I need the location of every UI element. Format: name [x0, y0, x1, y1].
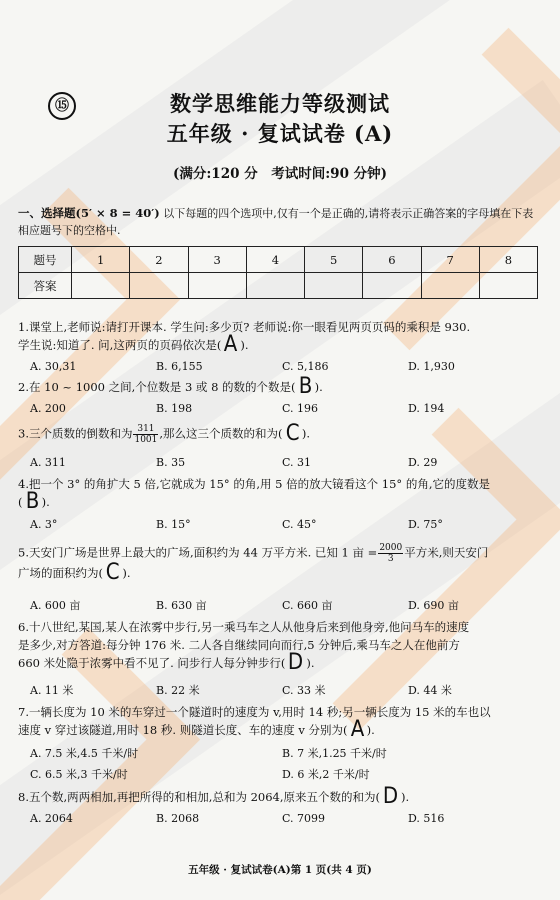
- option[interactable]: D. 690 亩: [408, 599, 459, 612]
- option[interactable]: D. 1,930: [408, 360, 455, 373]
- answer-cell[interactable]: [363, 273, 421, 299]
- question-number: 1.: [18, 320, 29, 334]
- question-text: 平方米,则天安门: [404, 545, 489, 560]
- answer-cell[interactable]: [305, 273, 363, 299]
- question-text: 学生说:知道了. 问,这两页的页码依次是(: [18, 338, 222, 352]
- question-text: 660 米处隐于浓雾中看不见了. 问步行人每分钟步行(: [18, 656, 286, 670]
- page-title: 数学思维能力等级测试: [170, 91, 390, 116]
- paper-number-badge: ⑮: [48, 92, 76, 120]
- option[interactable]: B. 7 米,1.25 千米/时: [282, 747, 387, 760]
- question-text: 十八世纪,某国,某人在浓雾中步行,另一乘马车之人从他身后来到他身旁,他问马车的速度: [28, 620, 470, 634]
- options-q5: [30, 597, 530, 613]
- question-3: [18, 420, 546, 446]
- answer-cell[interactable]: [421, 273, 479, 299]
- handwritten-answer: D: [382, 784, 399, 809]
- question-text: ).: [306, 656, 315, 670]
- option[interactable]: A. 311: [30, 456, 66, 469]
- question-text: 一辆长度为 10 米的车穿过一个隧道时的速度为 v,用时 14 秒;另一辆长度为 15 米的车也以: [28, 705, 491, 719]
- question-text: 三个质数的倒数和为: [28, 426, 133, 441]
- question-text: ).: [314, 380, 323, 394]
- answer-cell[interactable]: [188, 273, 246, 299]
- question-1: [18, 318, 546, 357]
- answer-table-header-row: [19, 247, 538, 273]
- handwritten-answer: B: [25, 489, 39, 514]
- table-row-label: 题号: [19, 247, 72, 273]
- page-subtitle: 五年级 · 复试试卷 (A): [166, 121, 394, 146]
- option[interactable]: D. 29: [408, 456, 438, 469]
- question-text: (: [18, 495, 23, 509]
- table-cell-number: 2: [130, 247, 188, 273]
- question-text: 天安门广场是世界上最大的广场,面积约为 44 万平方米. 已知 1 亩 =: [28, 545, 378, 560]
- question-number: 6.: [18, 620, 29, 634]
- fraction-denominator: 3: [387, 554, 394, 564]
- question-number: 8.: [18, 790, 29, 804]
- question-text: ).: [366, 723, 375, 737]
- question-6: [18, 618, 546, 675]
- option[interactable]: A. 7.5 米,4.5 千米/时: [30, 747, 139, 760]
- option[interactable]: D. 75°: [408, 518, 443, 531]
- question-text: ).: [122, 566, 131, 580]
- option[interactable]: C. 33 米: [282, 684, 326, 697]
- answer-table-answer-row: [19, 273, 538, 299]
- option[interactable]: D. 6 米,2 千米/时: [282, 768, 370, 781]
- table-cell-number: 5: [305, 247, 363, 273]
- section-title: 一、选择题(5′ × 8 = 40′): [18, 206, 160, 220]
- answer-cell[interactable]: [72, 273, 130, 299]
- answer-table: [18, 246, 538, 299]
- option[interactable]: C. 196: [282, 402, 319, 415]
- option[interactable]: C. 45°: [282, 518, 317, 531]
- option[interactable]: B. 22 米: [156, 684, 200, 697]
- question-text: ,那么这三个质数的和为(: [159, 426, 283, 441]
- option[interactable]: B. 198: [156, 402, 193, 415]
- question-number: 2.: [18, 380, 29, 394]
- question-text: ).: [301, 426, 311, 441]
- section-instructions: 以下每题的四个选项中,仅有一个是正确的,请将表示正确答案的字母填在下表相应题号下的空格中.: [18, 207, 534, 237]
- question-text: 速度 v 穿过该隧道,用时 18 秒. 则隧道长度、车的速度 v 分别为(: [18, 723, 348, 737]
- option[interactable]: C. 6.5 米,3 千米/时: [30, 768, 128, 781]
- section-heading: [18, 205, 538, 239]
- fraction: [378, 543, 403, 564]
- table-cell-number: 6: [363, 247, 421, 273]
- option[interactable]: A. 200: [30, 402, 66, 415]
- question-text: ).: [41, 495, 50, 509]
- options-q4: [30, 518, 530, 534]
- option[interactable]: C. 660 亩: [282, 599, 333, 612]
- handwritten-answer: D: [288, 650, 304, 675]
- option[interactable]: A. 30,31: [30, 360, 77, 373]
- table-row-label: 答案: [19, 273, 72, 299]
- table-cell-number: 3: [188, 247, 246, 273]
- question-text: 在 10 ~ 1000 之间,个位数是 3 或 8 的数的个数是(: [28, 380, 296, 394]
- options-q7-row2: [30, 766, 530, 782]
- handwritten-answer: C: [105, 560, 120, 585]
- question-text: ).: [400, 790, 410, 804]
- fraction: [133, 424, 158, 445]
- table-cell-number: 4: [246, 247, 304, 273]
- option[interactable]: C. 31: [282, 456, 312, 469]
- option[interactable]: C. 7099: [282, 812, 326, 825]
- fraction-numerator: 2000: [379, 543, 403, 553]
- page-footer: 五年级 · 复试试卷(A)第 1 页(共 4 页): [188, 864, 372, 876]
- table-cell-number: 7: [421, 247, 479, 273]
- handwritten-answer: C: [285, 420, 300, 446]
- question-text: 广场的面积约为(: [18, 566, 103, 580]
- option[interactable]: B. 15°: [156, 518, 191, 531]
- options-q8: [30, 812, 530, 828]
- option[interactable]: A. 3°: [30, 518, 58, 531]
- option[interactable]: D. 194: [408, 402, 445, 415]
- option[interactable]: A. 600 亩: [30, 599, 81, 612]
- handwritten-answer: B: [298, 374, 312, 399]
- question-text: 把一个 3° 的角扩大 5 倍,它就成为 15° 的角,用 5 倍的放大镜看这个 15° 的角,它的度数是: [28, 477, 490, 491]
- question-text: 是多少,对方答道:每分钟 176 米. 二人各自继续同向而行,5 分钟后,乘马车之人在他前方: [18, 638, 460, 652]
- question-7: [18, 703, 546, 742]
- fraction-numerator: 311: [133, 424, 158, 435]
- option[interactable]: C. 5,186: [282, 360, 329, 373]
- question-text: 课堂上,老师说:请打开课本. 学生问:多少页? 老师说:你一眼看见两页页码的乘积是 930.: [28, 320, 471, 334]
- option[interactable]: A. 2064: [30, 812, 73, 825]
- answer-cell[interactable]: [246, 273, 304, 299]
- handwritten-answer: A: [350, 717, 364, 742]
- question-5: [18, 543, 546, 585]
- question-number: 4.: [18, 477, 29, 491]
- question-text: ).: [240, 338, 249, 352]
- question-2: [18, 374, 546, 399]
- fraction-denominator: 1001: [134, 435, 158, 445]
- option[interactable]: D. 516: [408, 812, 445, 825]
- option[interactable]: B. 35: [156, 456, 186, 469]
- answer-cell[interactable]: [130, 273, 188, 299]
- question-text: 五个数,两两相加,再把所得的和相加,总和为 2064,原来五个数的和为(: [28, 790, 381, 804]
- option[interactable]: A. 11 米: [30, 684, 74, 697]
- question-8: [18, 784, 546, 809]
- handwritten-answer: A: [224, 332, 238, 357]
- question-number: 7.: [18, 705, 29, 719]
- options-q6: [30, 682, 530, 698]
- exam-meta: (满分:120 分 考试时间:90 分钟): [172, 166, 388, 182]
- option[interactable]: D. 44 米: [408, 684, 452, 697]
- question-number: 5.: [18, 545, 29, 560]
- option[interactable]: B. 2068: [156, 812, 200, 825]
- options-q7-row1: [30, 745, 530, 761]
- table-cell-number: 1: [72, 247, 130, 273]
- options-q3: [30, 456, 530, 472]
- question-4: [18, 475, 546, 514]
- option[interactable]: B. 630 亩: [156, 599, 207, 612]
- options-q2: [30, 402, 530, 418]
- answer-cell[interactable]: [479, 273, 537, 299]
- table-cell-number: 8: [479, 247, 537, 273]
- options-q1: [30, 360, 530, 376]
- question-number: 3.: [18, 426, 29, 441]
- option[interactable]: B. 6,155: [156, 360, 203, 373]
